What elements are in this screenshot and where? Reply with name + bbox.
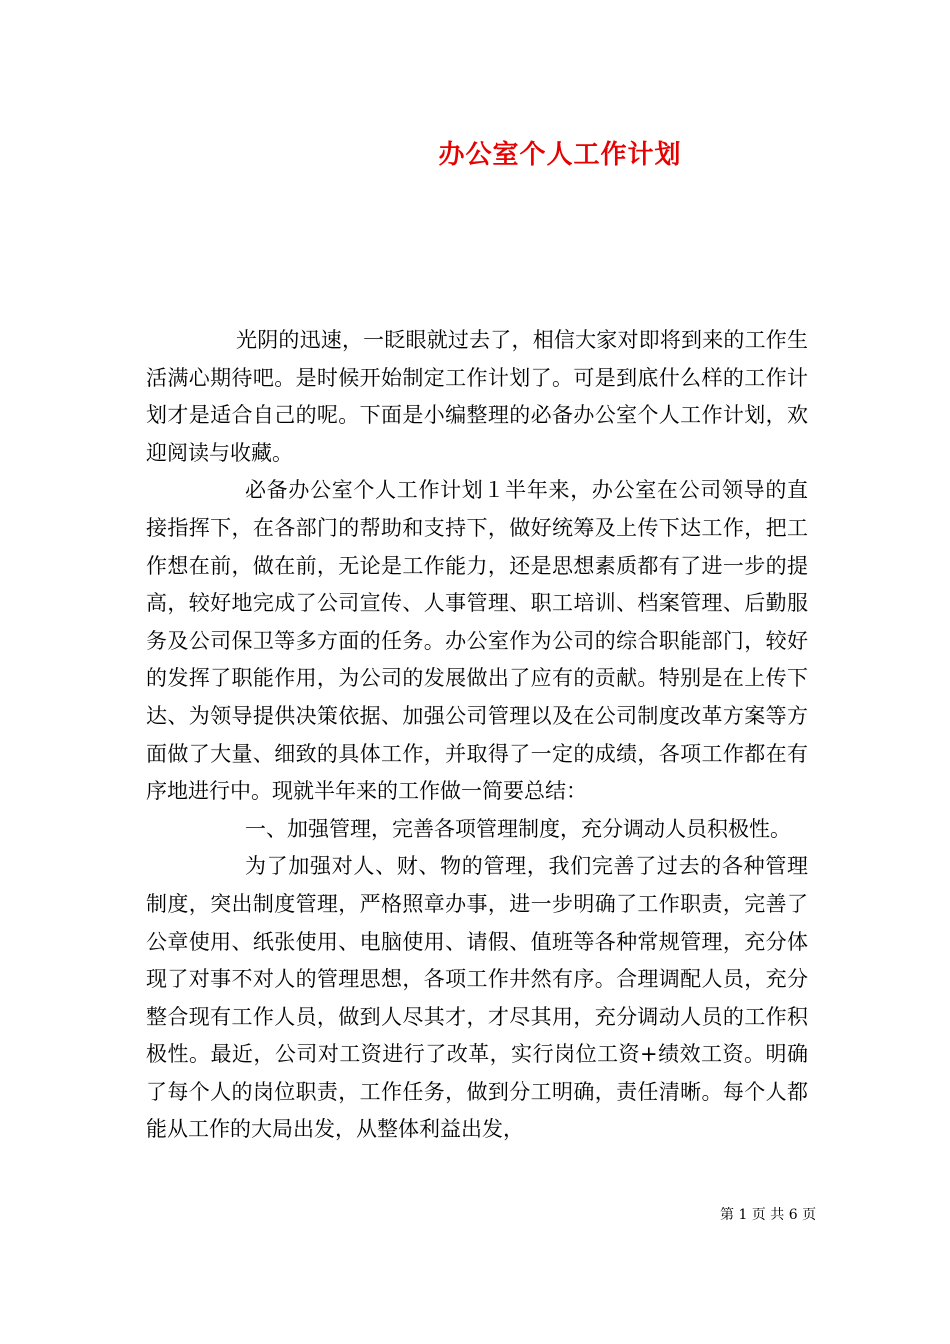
paragraph-management: 为了加强对人、财、物的管理，我们完善了过去的各种管理制度，突出制度管理，严格照章办事，进一步明确了工作职责，完善了公章使用、纸张使用、电脑使用、请假、值班等各种常规管理，充分体现了对事不对人的管理思想，各项工作井然有序。合理调配人员，充分整合现有工作人员，做到人尽其才，才尽其用，充分调动人员的工作积极性。最近，公司对工资进行了改革，实行岗位工资+绩效工资。明确了每个人的岗位职责，工作任务，做到分工明确，责任清晰。每个人都能从工作的大局出发，从整体利益出发， <box>146 854 808 1142</box>
page-number: 第 1 页 共 6 页 <box>720 1207 817 1223</box>
document-body <box>146 322 808 1149</box>
section-heading: 一、加强管理，完善各项管理制度，充分调动人员积极性。 <box>245 816 791 841</box>
paragraph-summary: 必备办公室个人工作计划１半年来，办公室在公司领导的直接指挥下，在各部门的帮助和支持下，做好统筹及上传下达工作，把工作想在前，做在前，无论是工作能力，还是思想素质都有了进一步的提高，较好地完成了公司宣传、人事管理、职工培训、档案管理、后勤服务及公司保卫等多方面的任务。办公室作为公司的综合职能部门，较好的发挥了职能作用，为公司的发展做出了应有的贡献。特别是在上传下达、为领导提供决策依据、加强公司管理以及在公司制度改革方案等方面做了大量、细致的具体工作，并取得了一定的成绩，各项工作都在有序地进行中。现就半年来的工作做一简要总结： <box>146 478 808 804</box>
page-title: 办公室个人工作计划 <box>438 140 682 170</box>
paragraph-intro: 光阴的迅速，一眨眼就过去了，相信大家对即将到来的工作生活满心期待吧。是时候开始制定工作计划了。可是到底什么样的工作计划才是适合自己的呢。下面是小编整理的必备办公室个人工作计划，欢迎阅读与收藏。 <box>146 328 808 465</box>
